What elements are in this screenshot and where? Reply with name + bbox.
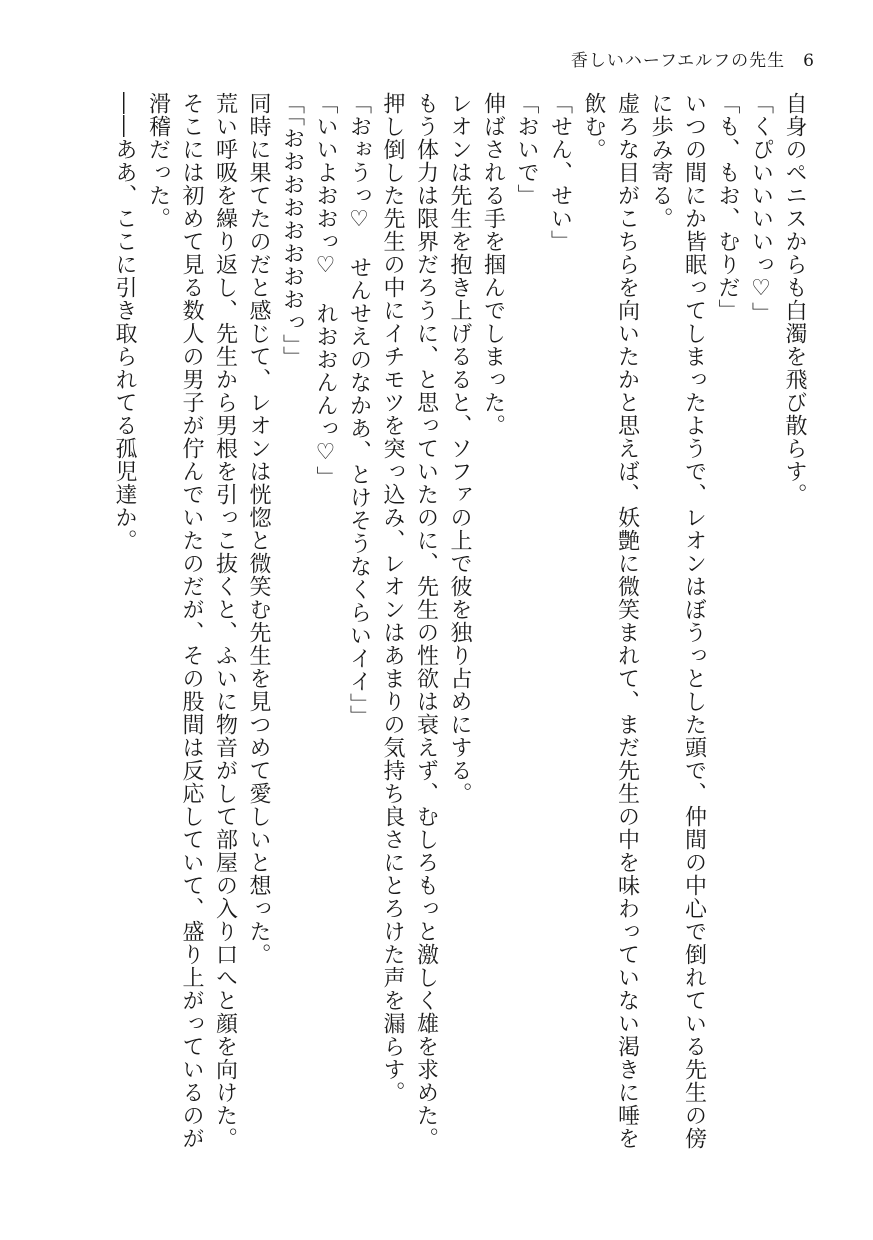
book-title: 香しいハーフエルフの先生 [570, 51, 786, 71]
paragraph: いつの間にか皆眠ってしまったようで、レオンはぼうっとした頭で、仲間の中心で倒れている先生の傍に歩み寄る。 [648, 92, 707, 1150]
paragraph: もう体力は限界だろうに、と思っていたのに、先生の性欲は衰えず、むしろもっと激しく雄を求めた。 [413, 92, 439, 1150]
page-number: 6 [803, 51, 815, 71]
paragraph: 自身のペニスからも白濁を飛び散らす。 [782, 92, 807, 506]
running-header [571, 46, 815, 71]
paragraph: 伸ばされる手を掴んでしまった。 [480, 92, 506, 437]
paragraph: 同時に果てたのだと感じて、レオンは恍惚と微笑む先生を見つめて愛しいと想った。 [246, 92, 271, 966]
vertical-text-body [108, 92, 812, 1152]
paragraph: 押し倒した先生の中にイチモツを突っ込み、レオンはあまりの気持ち良さにとろけた声を漏らす。 [380, 92, 405, 1104]
paragraph: 「も、もお、むりだ」 [715, 92, 740, 322]
paragraph: 虚ろな目がこちらを向いたかと思えば、妖艶に微笑まれて、まだ先生の中を味わっていない渇きに唾を飲む。 [581, 92, 640, 1150]
paragraph: 「「おおおおおおおおっ」」 [279, 92, 305, 369]
paragraph: ――ああ、ここに引き取られてる孤児達か。 [112, 92, 137, 552]
paragraph: 「せん、せい」 [547, 92, 573, 253]
paragraph: 「おぉうっ♡ せんせえのなかあ、とけそうなくらいイイ」」 [346, 92, 372, 728]
paragraph: 荒い呼吸を繰り返し、先生から男根を引っこ抜くと、ふいに物音がして部屋の入り口へと顔を向けた。 [212, 92, 238, 1150]
paragraph: 「おいで」 [514, 92, 539, 207]
paragraph: 「くぴいいいいっ♡」 [748, 92, 774, 325]
paragraph: 「いいよおおっ♡ れおおんんっ♡」 [313, 92, 338, 489]
paragraph: レオンは先生を抱き上げるると、ソファの上で彼を独り占めにする。 [447, 92, 472, 805]
paragraph: そこには初めて見る数人の男子が佇んでいたのだが、その股間は反応していて、盛り上がっているのが滑稽だった。 [145, 92, 204, 1150]
